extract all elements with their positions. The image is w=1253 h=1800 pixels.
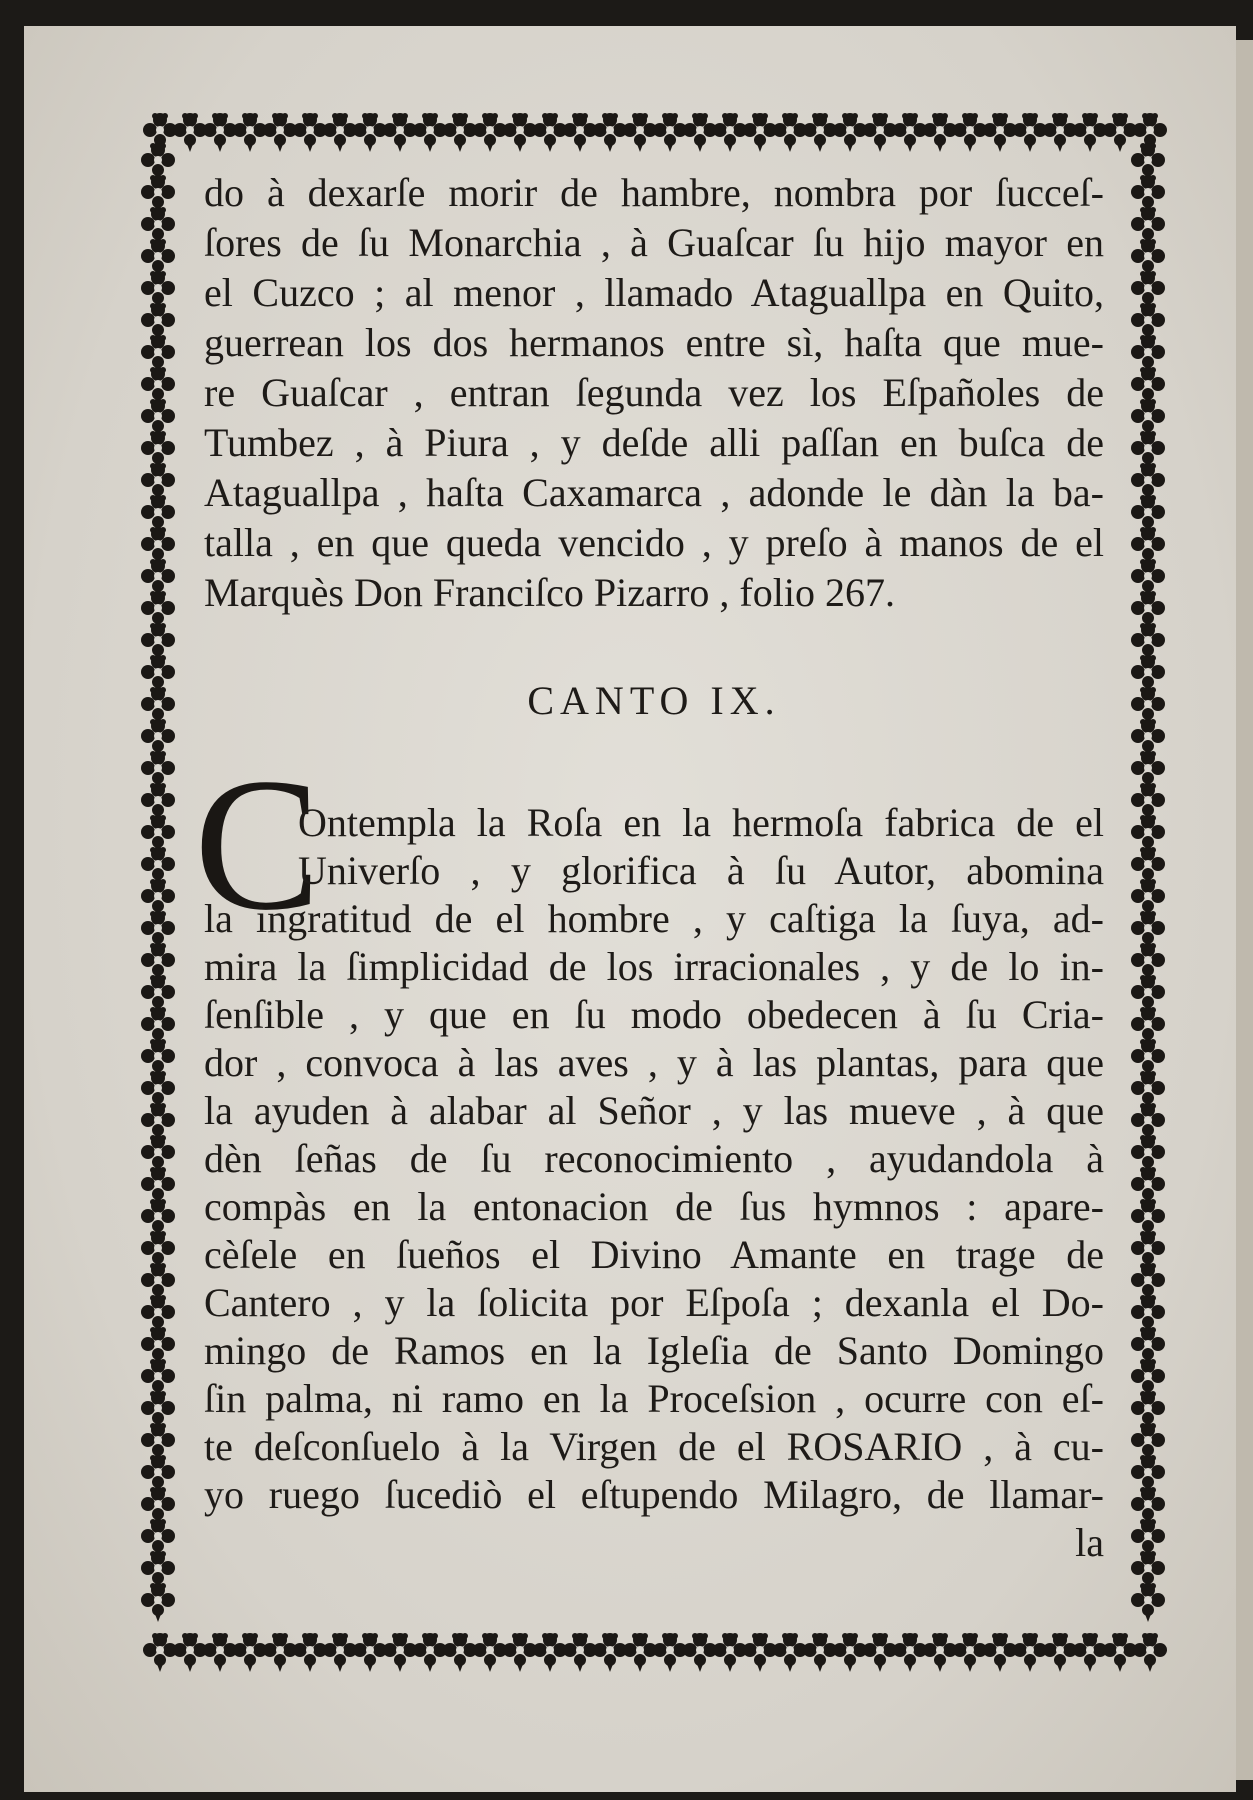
text-line: mira la ſimplicidad de los irracionales , y de lo in- [204, 944, 1104, 989]
border-ornament [503, 1633, 537, 1672]
border-ornament [1131, 1583, 1165, 1622]
border-ornament [893, 1633, 927, 1672]
text-line: cèſele en ſueños el Divino Amante en trage de [204, 1232, 1104, 1277]
text-line: Tumbez , à Piura , y deſde alli paſſan en buſca de [204, 420, 1104, 465]
border-right [1131, 143, 1165, 1622]
border-ornament [473, 113, 507, 152]
border-ornament [293, 113, 327, 152]
border-ornament [533, 1633, 567, 1672]
border-ornament [623, 1633, 657, 1672]
text-line: ſin palma, ni ramo en la Proceſsion , ocurre con eſ- [204, 1376, 1104, 1421]
border-ornament [323, 1633, 357, 1672]
border-ornament [743, 113, 777, 152]
border-ornament [413, 113, 447, 152]
border-ornament [1043, 1633, 1077, 1672]
text-line: compàs en la entonacion de ſus hymnos : apare- [204, 1184, 1104, 1229]
text-line: Ontempla la Roſa en la hermoſa fabrica de el [298, 800, 1104, 845]
border-ornament [1013, 1633, 1047, 1672]
chapter-heading: CANTO IX. [527, 678, 781, 723]
text-line: Ataguallpa , haſta Caxamarca , adonde le dàn la ba- [204, 470, 1104, 515]
border-bottom [143, 1633, 1167, 1672]
border-ornament [1103, 1633, 1137, 1672]
border-ornament [593, 113, 627, 152]
border-ornament [323, 113, 357, 152]
border-ornament [833, 1633, 867, 1672]
border-ornament [923, 1633, 957, 1672]
border-ornament [263, 1633, 297, 1672]
border-ornament [203, 1633, 237, 1672]
text-line: el Cuzco ; al menor , llamado Ataguallpa en Quito, [204, 270, 1104, 315]
border-ornament [353, 1633, 387, 1672]
text-line: dor , convoca à las aves , y à las plantas, para que [204, 1040, 1104, 1085]
border-ornament [203, 113, 237, 152]
border-ornament [653, 113, 687, 152]
border-ornament [863, 113, 897, 152]
border-ornament [413, 1633, 447, 1672]
border-ornament [983, 113, 1017, 152]
border-ornament [233, 113, 267, 152]
border-ornament [143, 1633, 177, 1672]
border-ornament [533, 113, 567, 152]
border-ornament [803, 113, 837, 152]
border-ornament [953, 113, 987, 152]
border-ornament [593, 1633, 627, 1672]
border-ornament [683, 1633, 717, 1672]
border-ornament [443, 113, 477, 152]
border-ornament [443, 1633, 477, 1672]
border-ornament [803, 1633, 837, 1672]
border-ornament [1103, 113, 1137, 152]
border-ornament [1013, 113, 1047, 152]
text-line: te deſconſuelo à la Virgen de el ROSARIO , à cu- [204, 1424, 1104, 1469]
border-ornament [923, 113, 957, 152]
border-top [143, 113, 1167, 152]
border-ornament [773, 113, 807, 152]
catchword: la [1075, 1520, 1104, 1565]
border-ornament [383, 113, 417, 152]
border-ornament [953, 1633, 987, 1672]
border-ornament [863, 1633, 897, 1672]
text-line: yo ruego ſucediò el eſtupendo Milagro, de llamar- [204, 1472, 1104, 1517]
text-line: Cantero , y la ſolicita por Eſpoſa ; dexanla el Do- [204, 1280, 1104, 1325]
border-ornament [623, 113, 657, 152]
border-ornament [293, 1633, 327, 1672]
drop-cap: C [194, 740, 321, 950]
border-ornament [473, 1633, 507, 1672]
text-line: Univerſo , y glorifica à ſu Autor, abomina [298, 848, 1104, 893]
text-line: re Guaſcar , entran ſegunda vez los Eſpañoles de [204, 370, 1104, 415]
border-ornament [173, 1633, 207, 1672]
border-ornament [713, 113, 747, 152]
text-line: talla , en que queda vencido , y preſo à manos de el [204, 520, 1104, 565]
border-ornament [1133, 1633, 1167, 1672]
text-line: do à dexarſe morir de hambre, nombra por ſucceſ- [204, 170, 1104, 215]
text-line: mingo de Ramos en la Igleſia de Santo Domingo [204, 1328, 1104, 1373]
border-ornament [353, 113, 387, 152]
text-line: guerrean los dos hermanos entre sì, haſta que mue- [204, 320, 1104, 365]
border-ornament [563, 1633, 597, 1672]
border-ornament [683, 113, 717, 152]
text-line: ſores de ſu Monarchia , à Guaſcar ſu hijo mayor en [204, 220, 1104, 265]
text-line: Marquès Don Franciſco Pizarro , folio 267. [204, 570, 895, 615]
border-ornament [1073, 113, 1107, 152]
text-line: dèn ſeñas de ſu reconocimiento , ayudandola à [204, 1136, 1104, 1181]
border-ornament [141, 1583, 175, 1622]
border-ornament [563, 113, 597, 152]
border-left [141, 143, 175, 1622]
border-ornament [263, 113, 297, 152]
text-line: ſenſible , y que en ſu modo obedecen à ſu Cria- [204, 992, 1104, 1037]
border-ornament [773, 1633, 807, 1672]
border-ornament [1043, 113, 1077, 152]
border-ornament [653, 1633, 687, 1672]
border-ornament [503, 113, 537, 152]
border-ornament [713, 1633, 747, 1672]
border-ornament [743, 1633, 777, 1672]
border-ornament [233, 1633, 267, 1672]
border-ornament [173, 113, 207, 152]
text-line: la ayuden à alabar al Señor , y las mueve , à que [204, 1088, 1104, 1133]
border-ornament [893, 113, 927, 152]
border-ornament [383, 1633, 417, 1672]
border-ornament [983, 1633, 1017, 1672]
text-line: la ingratitud de el hombre , y caſtiga la ſuya, ad- [204, 896, 1104, 941]
border-ornament [1073, 1633, 1107, 1672]
border-ornament [833, 113, 867, 152]
